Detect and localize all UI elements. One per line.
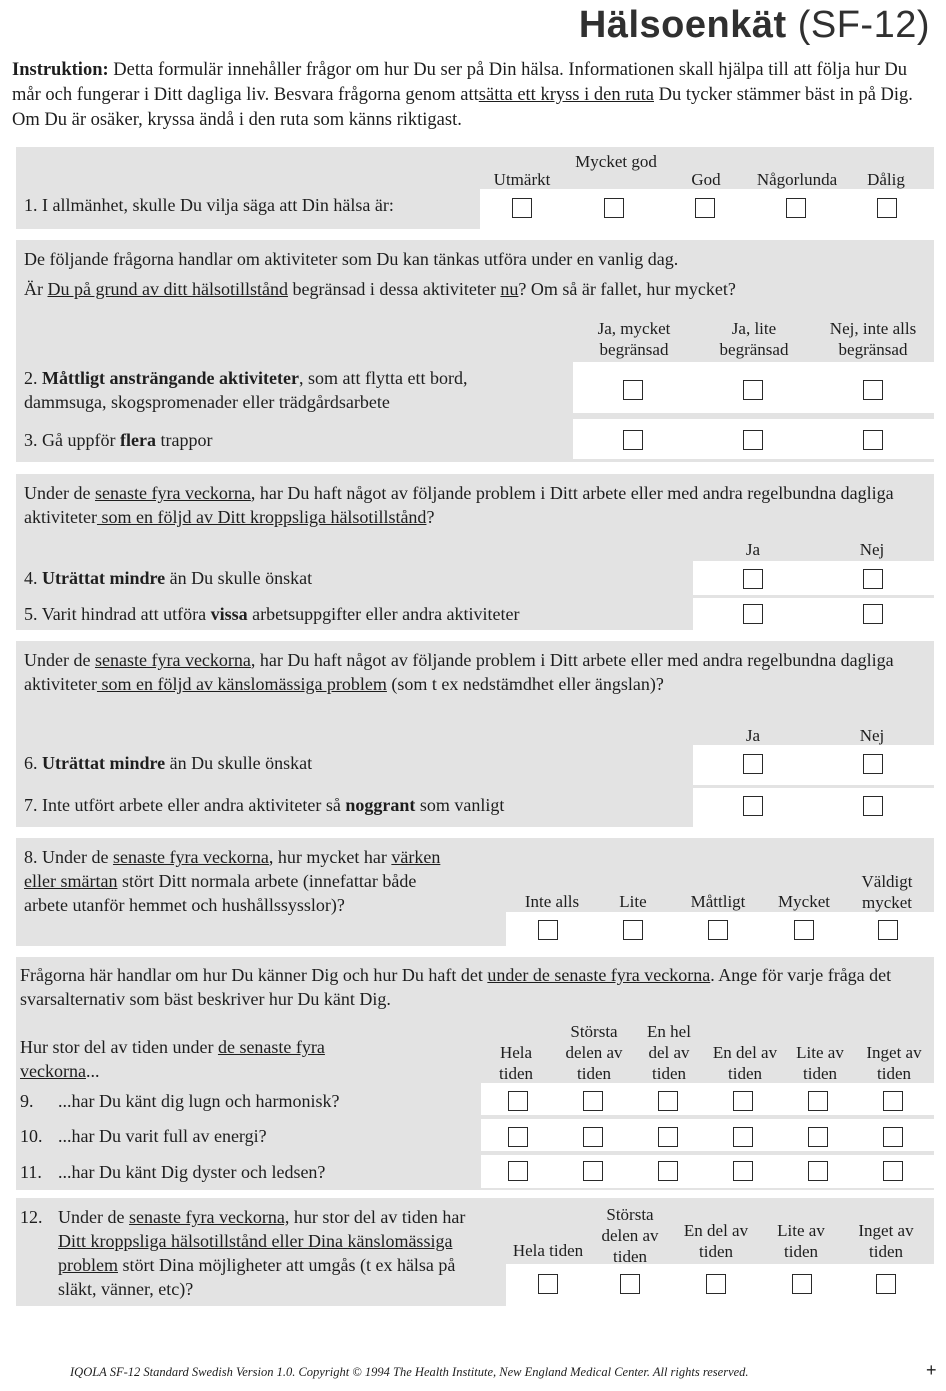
checkbox-q1-option-1[interactable] xyxy=(512,198,532,218)
question-1 xyxy=(24,193,394,217)
answer-band xyxy=(481,1155,934,1188)
underlined-text: värken eller smärtan xyxy=(24,847,441,891)
section-intro-line-2 xyxy=(24,277,924,301)
option-header: Nej, inte alls begränsad xyxy=(829,319,917,359)
section-q1 xyxy=(16,147,934,229)
question-text: Inte utfört arbete eller andra aktiviteter så xyxy=(42,795,346,815)
question-4 xyxy=(24,566,312,590)
answer-band xyxy=(693,788,934,827)
checkbox-q8-option-1[interactable] xyxy=(538,920,558,940)
section-q4-q5 xyxy=(16,474,934,630)
checkbox-q10-option-3[interactable] xyxy=(658,1127,678,1147)
section-q12 xyxy=(16,1198,934,1306)
checkbox-q10-option-4[interactable] xyxy=(733,1127,753,1147)
option-header: Mycket god xyxy=(575,152,657,171)
option-header: Utmärkt xyxy=(493,170,551,189)
section-intro xyxy=(24,648,924,696)
text-fragment: hur stor del av tiden har xyxy=(289,1207,466,1227)
section-intro-line-1: De följande frågorna handlar om aktiviteter som Du kan tänkas utföra under en vanlig dag. xyxy=(24,249,679,269)
checkbox-q2-option-2[interactable] xyxy=(743,380,763,400)
checkbox-q2-option-3[interactable] xyxy=(863,380,883,400)
checkbox-q8-option-3[interactable] xyxy=(708,920,728,940)
text-fragment: ? Om så är fallet, hur mycket? xyxy=(518,279,736,299)
underlined-text: Du på grund av ditt hälsotillstånd xyxy=(47,279,288,299)
question-number: 9. xyxy=(20,1091,34,1111)
checkbox-q1-option-5[interactable] xyxy=(877,198,897,218)
question-8 xyxy=(24,845,464,917)
question-bold: Uträttat mindre xyxy=(42,568,166,588)
checkbox-q3-option-1[interactable] xyxy=(623,430,643,450)
option-header: En del av tiden xyxy=(712,1043,778,1083)
question-text: som vanligt xyxy=(415,795,505,815)
checkbox-q7-ja[interactable] xyxy=(743,796,763,816)
underlined-text: senaste fyra veckorna, xyxy=(128,1207,290,1227)
underlined-text: senaste fyra veckorna xyxy=(94,650,251,670)
page-title xyxy=(579,4,930,47)
instructions xyxy=(12,58,934,133)
option-header: Lite av tiden xyxy=(777,1221,825,1261)
question-number: 7. xyxy=(24,795,38,815)
underlined-text: nu xyxy=(500,279,519,299)
instructions-underlined: sätta ett kryss i den ruta xyxy=(478,85,654,105)
underlined-text: senaste fyra veckorna xyxy=(94,483,251,503)
checkbox-q12-option-4[interactable] xyxy=(792,1274,812,1294)
question-number: 5. xyxy=(24,604,38,624)
checkbox-q9-option-4[interactable] xyxy=(733,1091,753,1111)
answer-band xyxy=(693,598,934,630)
question-9 xyxy=(20,1089,339,1113)
corner-mark: + xyxy=(926,1360,937,1380)
option-header: Inte alls xyxy=(524,892,580,911)
text-fragment: Hur stor del av tiden under xyxy=(20,1037,218,1057)
option-header: Måttligt xyxy=(690,892,746,911)
checkbox-q11-option-5[interactable] xyxy=(808,1161,828,1181)
question-number: 1. xyxy=(24,195,38,215)
checkbox-q9-option-1[interactable] xyxy=(508,1091,528,1111)
text-fragment: ... xyxy=(85,1061,100,1081)
section-intro xyxy=(24,481,924,529)
checkbox-q12-option-2[interactable] xyxy=(620,1274,640,1294)
checkbox-q2-option-1[interactable] xyxy=(623,380,643,400)
text-fragment: (som t ex nedstämdhet eller ängslan)? xyxy=(386,674,664,694)
question-number: 2. xyxy=(24,368,38,388)
question-12 xyxy=(20,1205,480,1301)
question-11 xyxy=(20,1160,325,1184)
question-lead xyxy=(20,1035,400,1083)
checkbox-q8-option-4[interactable] xyxy=(794,920,814,940)
text-fragment: Under de xyxy=(58,1207,129,1227)
instructions-label: Instruktion: xyxy=(12,60,109,80)
option-header: Dålig xyxy=(867,170,905,189)
question-number: 4. xyxy=(24,568,38,588)
option-header: En del av tiden xyxy=(683,1221,749,1261)
text-fragment: stört Ditt normala arbete (innefattar både arbete utanför hemmet och hushållssysslor)? xyxy=(24,871,417,915)
answer-band xyxy=(693,745,934,785)
text-fragment: ? xyxy=(426,507,435,527)
instructions-text-1: Detta formulär innehåller frågor om hur Du ser på Din hälsa. Informationen skall hjälpa till att följa hur Du mår och fungerar i Ditt dagliga liv. Besvara frågorna genom att xyxy=(12,60,907,105)
question-2 xyxy=(24,366,554,414)
option-header: Hela tiden xyxy=(512,1241,584,1260)
checkbox-q9-option-3[interactable] xyxy=(658,1091,678,1111)
checkbox-q10-option-2[interactable] xyxy=(583,1127,603,1147)
section-q2-q3 xyxy=(16,240,934,462)
option-header: Mycket xyxy=(778,892,830,911)
checkbox-q1-option-3[interactable] xyxy=(695,198,715,218)
checkbox-q6-nej[interactable] xyxy=(863,754,883,774)
checkbox-q12-option-3[interactable] xyxy=(706,1274,726,1294)
text-fragment: Är xyxy=(24,279,48,299)
checkbox-q9-option-6[interactable] xyxy=(883,1091,903,1111)
question-text: , som att flytta ett bord, dammsuga, skogspromenader eller trädgårdsarbete xyxy=(24,368,468,412)
question-text: ...har Du känt Dig dyster och ledsen? xyxy=(58,1162,326,1182)
checkbox-q10-option-6[interactable] xyxy=(883,1127,903,1147)
checkbox-q9-option-2[interactable] xyxy=(583,1091,603,1111)
question-number: 3. xyxy=(24,430,38,450)
text-fragment: . Ange för varje fråga det svarsalternativ som bäst beskriver hur Du känt Dig. xyxy=(20,965,892,1009)
question-text: ...har Du känt dig lugn och harmonisk? xyxy=(58,1091,340,1111)
option-header: Lite xyxy=(619,892,647,911)
option-header: Inget av tiden xyxy=(858,1221,914,1261)
title-suffix: (SF-12) xyxy=(797,4,930,46)
checkbox-q1-option-4[interactable] xyxy=(786,198,806,218)
option-header: Ja xyxy=(745,726,761,745)
question-bold: Måttligt ansträngande aktiviteter xyxy=(42,368,299,388)
text-fragment: begränsad i dessa aktiviteter xyxy=(287,279,501,299)
checkbox-q11-option-4[interactable] xyxy=(733,1161,753,1181)
question-number: 12. xyxy=(20,1207,43,1227)
section-q6-q7 xyxy=(16,641,934,827)
option-header: Ja xyxy=(745,540,761,559)
checkbox-q3-option-3[interactable] xyxy=(863,430,883,450)
checkbox-q7-nej[interactable] xyxy=(863,796,883,816)
checkbox-q1-option-2[interactable] xyxy=(604,198,624,218)
checkbox-q4-ja[interactable] xyxy=(743,569,763,589)
section-q9-q11 xyxy=(16,957,934,1190)
checkbox-q11-option-3[interactable] xyxy=(658,1161,678,1181)
option-header: Någorlunda xyxy=(756,170,838,189)
underlined-text: Ditt kroppsliga hälsotillstånd eller Dina känslomässiga problem xyxy=(58,1231,453,1275)
question-bold: flera xyxy=(119,430,156,450)
text-fragment: stört Dina möjligheter att umgås (t ex hälsa på släkt, vänner, etc)? xyxy=(58,1255,456,1299)
option-header: Väldigt mycket xyxy=(861,872,913,912)
checkbox-q8-option-2[interactable] xyxy=(623,920,643,940)
option-header: Ja, mycket begränsad xyxy=(597,319,671,359)
question-3 xyxy=(24,428,212,452)
question-6 xyxy=(24,751,312,775)
question-5 xyxy=(24,602,520,626)
option-header: Inget av tiden xyxy=(866,1043,922,1083)
question-text: trappor xyxy=(155,430,213,450)
checkbox-q5-ja[interactable] xyxy=(743,604,763,624)
underlined-text: som en följd av känslomässiga problem xyxy=(96,674,387,694)
checkbox-q6-ja[interactable] xyxy=(743,754,763,774)
option-header: Nej xyxy=(859,540,885,559)
question-text: arbetsuppgifter eller andra aktiviteter xyxy=(247,604,520,624)
answer-band xyxy=(481,1083,934,1115)
text-fragment: Frågorna här handlar om hur Du känner Dig och hur Du haft det xyxy=(20,965,488,985)
question-text: än Du skulle önskat xyxy=(165,753,313,773)
checkbox-q3-option-2[interactable] xyxy=(743,430,763,450)
option-header: En hel del av tiden xyxy=(647,1022,691,1083)
question-text: ...har Du varit full av energi? xyxy=(58,1126,267,1146)
answer-band xyxy=(481,1119,934,1151)
title-main: Hälsoenkät xyxy=(578,4,787,46)
checkbox-q10-option-5[interactable] xyxy=(808,1127,828,1147)
text-fragment: , hur mycket har xyxy=(268,847,392,867)
text-fragment: Under de xyxy=(24,483,95,503)
option-header: Lite av tiden xyxy=(796,1043,844,1083)
question-text: än Du skulle önskat xyxy=(165,568,313,588)
question-bold: noggrant xyxy=(345,795,416,815)
question-number: 10. xyxy=(20,1126,43,1146)
text-fragment: , har Du haft något av följande problem i Ditt arbete eller med andra regelbundna dagliga aktiviteter xyxy=(24,650,894,694)
question-text: Varit hindrad att utföra xyxy=(41,604,211,624)
question-text: I allmänhet, skulle Du vilja säga att Din hälsa är: xyxy=(42,195,394,215)
checkbox-q5-nej[interactable] xyxy=(863,604,883,624)
option-header: Största delen av tiden xyxy=(565,1022,623,1083)
text-fragment: Under de xyxy=(42,847,113,867)
question-number: 8. xyxy=(24,847,38,867)
text-fragment: , har Du haft något av följande problem i Ditt arbete eller med andra regelbundna dagliga aktiviteter xyxy=(24,483,894,527)
question-number: 6. xyxy=(24,753,38,773)
instructions-text-2: Du tycker stämmer bäst in på Dig. Om Du är osäker, kryssa ändå i den ruta som känns riktigast. xyxy=(12,85,913,130)
question-7 xyxy=(24,793,504,817)
checkbox-q9-option-5[interactable] xyxy=(808,1091,828,1111)
checkbox-q8-option-5[interactable] xyxy=(878,920,898,940)
underlined-text: senaste fyra veckorna xyxy=(112,847,269,867)
underlined-text: under de senaste fyra veckorna xyxy=(487,965,711,985)
question-10 xyxy=(20,1124,267,1148)
option-header: Nej xyxy=(859,726,885,745)
checkbox-q12-option-1[interactable] xyxy=(538,1274,558,1294)
checkbox-q12-option-5[interactable] xyxy=(876,1274,896,1294)
checkbox-q10-option-1[interactable] xyxy=(508,1127,528,1147)
checkbox-q11-option-1[interactable] xyxy=(508,1161,528,1181)
question-bold: Uträttat mindre xyxy=(42,753,166,773)
underlined-text: som en följd av Ditt kroppsliga hälsotillstånd xyxy=(96,507,427,527)
option-header: Största delen av tiden xyxy=(601,1205,659,1266)
checkbox-q4-nej[interactable] xyxy=(863,569,883,589)
option-header: Hela tiden xyxy=(499,1043,533,1083)
text-fragment: Under de xyxy=(24,650,95,670)
option-header: Ja, lite begränsad xyxy=(719,319,789,359)
checkbox-q11-option-6[interactable] xyxy=(883,1161,903,1181)
underlined-text: de senaste fyra veckorna xyxy=(20,1037,325,1081)
question-text: Gå uppför xyxy=(42,430,120,450)
checkbox-q11-option-2[interactable] xyxy=(583,1161,603,1181)
answer-band xyxy=(693,561,934,595)
section-intro xyxy=(20,963,930,1011)
section-q8 xyxy=(16,838,934,946)
question-number: 11. xyxy=(20,1162,42,1182)
copyright-footer: IQOLA SF-12 Standard Swedish Version 1.0. Copyright © 1994 The Health Institute, New England Medical Center. All rights reserved. xyxy=(70,1365,749,1379)
section-intro xyxy=(24,247,924,301)
option-header: God xyxy=(691,170,721,189)
question-bold: vissa xyxy=(210,604,248,624)
